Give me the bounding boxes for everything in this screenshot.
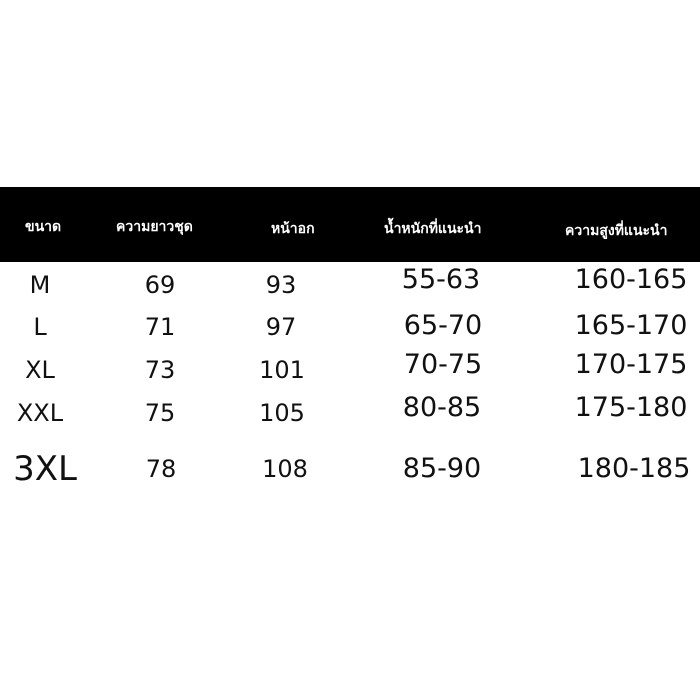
cell-chest: 93 — [265, 271, 297, 299]
cell-length: 75 — [144, 399, 176, 427]
header-chest: หน้าอก — [271, 221, 315, 237]
cell-size: L — [33, 313, 47, 341]
cell-weight: 65-70 — [403, 310, 483, 341]
cell-size: 3XL — [13, 449, 77, 489]
cell-size: XL — [25, 356, 55, 384]
cell-length: 78 — [145, 455, 177, 483]
cell-weight: 55-63 — [401, 264, 481, 295]
cell-length: 71 — [144, 313, 176, 341]
header-length: ความยาวชุด — [116, 219, 193, 235]
table-header — [0, 187, 700, 262]
cell-chest: 108 — [262, 455, 308, 483]
cell-height: 170-175 — [574, 349, 688, 380]
cell-chest: 105 — [259, 399, 305, 427]
cell-height: 165-170 — [574, 310, 688, 341]
cell-length: 69 — [144, 271, 176, 299]
cell-chest: 97 — [265, 313, 297, 341]
cell-weight: 85-90 — [402, 453, 482, 484]
cell-length: 73 — [144, 356, 176, 384]
cell-height: 180-185 — [577, 453, 691, 484]
cell-weight: 80-85 — [402, 392, 482, 423]
cell-chest: 101 — [259, 356, 305, 384]
header-height: ความสูงที่แนะนำ — [565, 223, 668, 239]
cell-height: 175-180 — [574, 392, 688, 423]
cell-size: XXL — [16, 399, 64, 427]
cell-height: 160-165 — [574, 264, 688, 295]
cell-weight: 70-75 — [403, 349, 483, 380]
cell-size: M — [29, 271, 51, 299]
header-weight: น้ำหนักที่แนะนำ — [384, 221, 482, 237]
header-size: ขนาด — [25, 219, 62, 235]
